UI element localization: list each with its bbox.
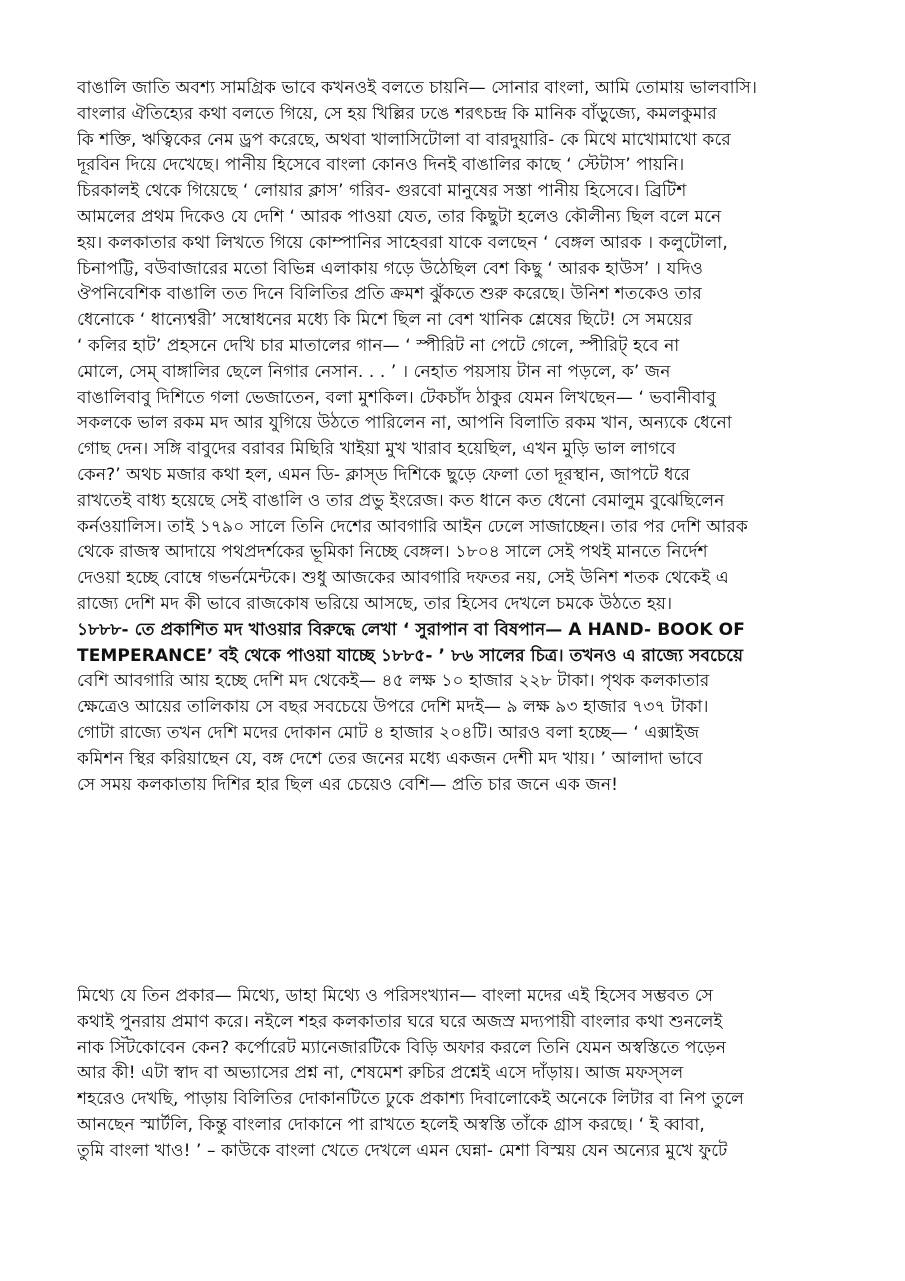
text-line: হয়। কলকাতার কথা লিখতে গিয়ে কোম্পানির সাহেবরা যাকে বলছেন ‘ বেঙ্গল আরক । কলুটোলা,	[77, 232, 728, 253]
text-line: থেকে রাজস্ব আদায়ে পথপ্রদর্শকের ভূমিকা নিচ্ছে বেঙ্গল। ১৮০৪ সালে সেই পথই মানতে নির্দেশ	[77, 542, 708, 563]
text-line: মিথ্যে যে তিন প্রকার— মিথ্যে, ডাহা মিথ্যে ও পরিসংখ্যান— বাংলা মদের এই হিসেব সম্ভবত সে	[77, 986, 714, 1006]
text-line: গোছ দেন। সঙ্গি বাবুদের বরাবর মিছিরি খাইয়া মুখ খারাব হয়েছিল, এখন মুড়ি ভাল লাগবে	[77, 439, 676, 460]
text-line: কথাই পুনরায় প্রমাণ করে। নইলে শহর কলকাতার ঘরে ঘরে অজস্র মদ্যপায়ী বাংলার কথা শুনলেই	[77, 1011, 723, 1032]
text-line: ধেনোকে ‘ ধান্যেশ্বরী’ সম্বোধনের মধ্যে কি মিশে ছিল না বেশ খানিক শ্লেষের ছিটে! সে সময়ের	[77, 310, 693, 331]
text-line: দেওয়া হচ্ছে বোম্বে গভর্নমেন্টকে। শুধু আজকের আবগারি দফতর নয়, সেই উনিশ শতক থেকেই এ	[77, 568, 729, 589]
text-line: রাজ্যে দেশি মদ কী ভাবে রাজকোষ ভরিয়ে আসছে, তার হিসেব দেখলে চমকে উঠতে হয়।	[77, 593, 673, 614]
text-line: মোলে, সেম্ বাঙ্গালির ছেলে নিগার নেসান. . . ’ । নেহাত পয়সায় টান না পড়লে, ক’ জন	[77, 361, 671, 382]
text-line: গোটা রাজ্যে তখন দেশি মদের দোকান মোট ৪ হাজার ২০৪টি। আরও বলা হচ্ছে— ‘ এক্সাইজ	[77, 722, 700, 743]
text-line: আমলের প্রথম দিকেও যে দেশি ‘ আরক পাওয়া যেত, তার কিছুটা হলেও কৌলীন্য ছিল বলে মনে	[77, 206, 722, 227]
text-line: বাঙালি জাতি অবশ্য সামগ্রিক ভাবে কখনওই বলতে চায়নি— সোনার বাংলা, আমি তোমায় ভালবাসি।	[77, 78, 758, 98]
text-line: ঔপনিবেশিক বাঙালি তত দিনে বিলিতির প্রতি ক্রমশ ঝুঁকতে শুরু করেছে। উনিশ শতকেও তার	[77, 284, 702, 305]
text-line: নাক সিঁটকোবেন কেন? কর্পোরেট ম্যানেজারটিকে বিড়ি অফার করলে তিনি যেমন অস্বস্তিতে পড়েন	[77, 1037, 726, 1058]
text-line: দূরবিন দিয়ে দেখেছে। পানীয় হিসেবে বাংলা কোনও দিনই বাঙালির কাছে ‘ স্টেটাস’ পায়নি।	[77, 155, 685, 176]
text-line: রাখতেই বাধ্য হয়েছে সেই বাঙালি ও তার প্রভু ইংরেজ। কত ধানে কত ধেনো বেমালুম বুঝেছিলেন	[77, 490, 725, 511]
text-line: চিনাপট্টি, বউবাজারের মতো বিভিন্ন এলাকায় গড়ে উঠেছিল বেশ কিছু ‘ আরক হাউস’ । যদিও	[77, 258, 704, 279]
text-line: TEMPERANCE’ বই থেকে পাওয়া যাচ্ছে ১৮৮৫- ’ ৮৬ সালের চিত্র। তখনও এ রাজ্যে সবচেয়ে	[77, 645, 744, 666]
text-line: তুমি বাংলা খাও! ’ – কাউকে বাংলা খেতে দেখলে এমন ঘেন্না- মেশা বিস্ময় যেন অন্যের মুখে ফুটে	[77, 1140, 728, 1161]
text-line: ১৮৮৮- তে প্রকাশিত মদ খাওয়ার বিরুদ্ধে লেখা ‘ সুরাপান বা বিষপান— A HAND- BOOK OF	[77, 619, 745, 640]
text-line: কর্নওয়ালিস। তাই ১৭৯০ সালে তিনি দেশের আবগারি আইন ঢেলে সাজাচ্ছেন। তার পর দেশি আরক	[77, 516, 748, 537]
text-line: শহরেও দেখছি, পাড়ায় বিলিতির দোকানটিতে ঢুকে প্রকাশ্য দিবালোকেই অনেকে লিটার বা নিপ তুলে	[77, 1089, 744, 1110]
text-line: আনছেন স্মার্টলি, কিন্তু বাংলার দোকানে পা রাখতে হলেই অস্বস্তি তাঁকে গ্রাস করছে। ‘ ই ব্বাবা,	[77, 1114, 705, 1135]
text-line: ক্ষেত্রেও আয়ের তালিকায় সে বছর সবচেয়ে উপরে দেশি মদই— ৯ লক্ষ ৯৩ হাজার ৭৩৭ টাকা।	[77, 697, 709, 718]
text-line: ‘ কলির হাট’ প্রহসনে দেখি চার মাতালের গান— ‘ স্পীরিট না পেটে গেলে, স্পীরিট্ হবে না	[77, 335, 680, 356]
text-line: বেশি আবগারি আয় হচ্ছে দেশি মদ থেকেই— ৪৫ লক্ষ ১০ হাজার ২২৮ টাকা। পৃথক কলকাতার	[77, 671, 710, 692]
text-line: সকলকে ভাল রকম মদ আর যুগিয়ে উঠতে পারিলেন না, আপনি বিলাতি রকম খান, অন্যকে ধেনো	[77, 413, 732, 434]
paragraph-1	[77, 76, 829, 798]
text-line: বাঙালিবাবু দিশিতে গলা ভেজাতেন, বলা মুশকিল। টেকচাঁদ ঠাকুর যেমন লিখছেন— ‘ ভবানীবাবু	[77, 387, 716, 408]
text-line: কমিশন স্থির করিয়াছেন যে, বঙ্গ দেশে তের জনের মধ্যে একজন দেশী মদ খায়। ’ আলাদা ভাবে	[77, 748, 703, 769]
text-line: বাংলার ঐতিহ্যের কথা বলতে গিয়ে, সে হয় খিল্লির ঢঙে শরৎচন্দ্র কি মানিক বাঁড়ুজ্যে, কমলকুমার	[77, 103, 717, 124]
paragraph-2	[77, 984, 829, 1165]
text-line: কেন?’ অথচ মজার কথা হল, এমন ডি- ক্লাস্‌ড দিশিকে ছুড়ে ফেলা তো দূরস্থান, জাপটে ধরে	[77, 464, 690, 485]
text-line: চিরকালই থেকে গিয়েছে ‘ লোয়ার ক্লাস’ গরিব- গুরবো মানুষের সস্তা পানীয় হিসেবে। ব্রিটিশ	[77, 181, 687, 202]
text-line: আর কী! এটা স্বাদ বা অভ্যাসের প্রশ্ন না, শেষমেশ রুচির প্রশ্নেই এসে দাঁড়ায়। আজ মফস্সল	[77, 1063, 684, 1084]
text-line: সে সময় কলকাতায় দিশির হার ছিল এর চেয়েও বেশি— প্রতি চার জনে এক জন!	[77, 774, 618, 795]
text-line: কি শক্তি, ঋত্বিকের নেম ড্রপ করেছে, অথবা খালাসিটোলা বা বারদুয়ারি- কে মিথে মাখোমাখো করে	[77, 129, 731, 150]
